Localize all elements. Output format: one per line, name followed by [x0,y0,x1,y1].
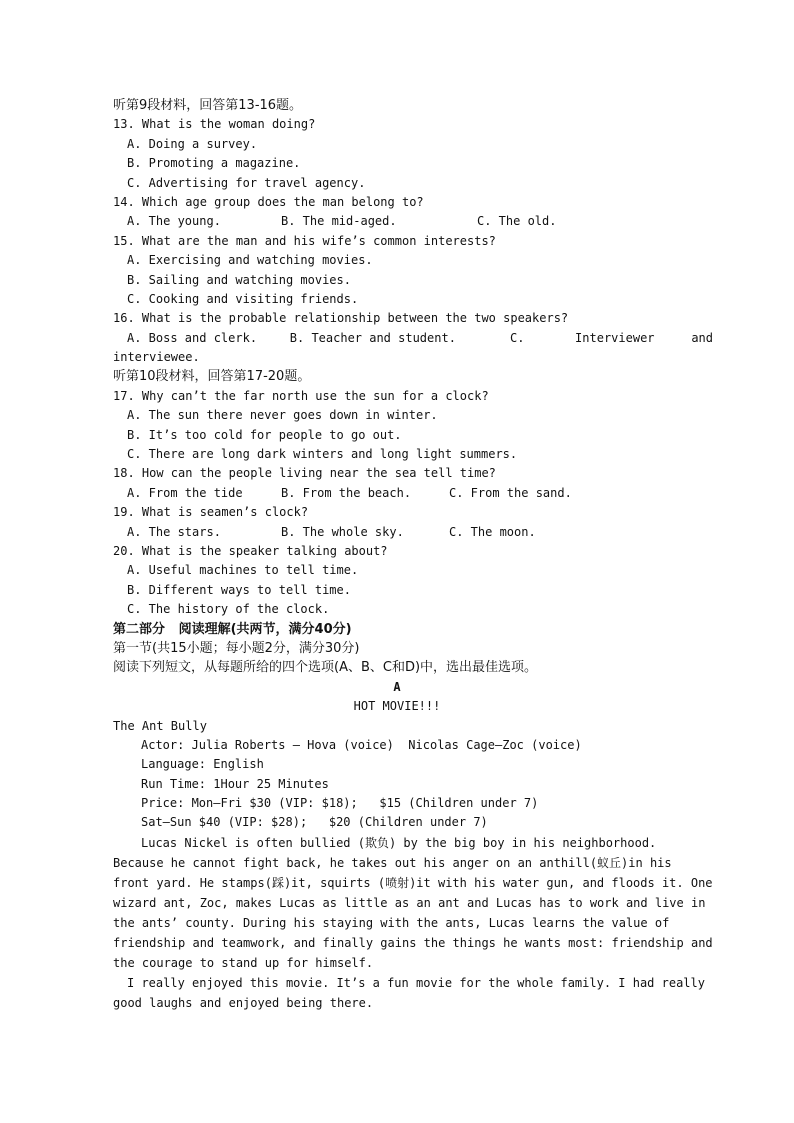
q16-option-b: B. Teacher and student. [289,330,456,345]
movie-actor: Actor: Julia Roberts — Hova (voice) Nicolas Cage—Zoc (voice) [141,737,582,752]
q16-option-c-and: and [691,330,713,345]
passage-title: HOT MOVIE!!! [353,699,441,714]
part2-title: 第二部分 阅读理解(共两节，满分40分) [113,621,352,637]
q20-option-c: C. The history of the clock. [127,602,330,617]
q19-option-a: A. The stars. [127,524,221,539]
section10-header: 听第10段材料，回答第17-20题。 [113,369,311,385]
q17-option-b: B. It’s too cold for people to go out. [127,427,402,442]
question-19: 19. What is seamen’s clock? [113,505,309,520]
q14-option-c: C. The old. [477,214,557,229]
part2-section1: 第一节(共15小题；每小题2分，满分30分) [113,640,360,656]
passage-letter: A [393,679,401,694]
q15-option-b: B. Sailing and watching movies. [127,272,351,287]
question-14: 14. Which age group does the man belong to? [113,194,424,209]
q13-option-c: C. Advertising for travel agency. [127,175,366,190]
part2-instruction: 阅读下列短文，从每题所给的四个选项(A、B、C和D)中，选出最佳选项。 [113,660,538,676]
q16-option-a: A. Boss and clerk. [127,330,258,345]
question-20: 20. What is the speaker talking about? [113,543,388,558]
q16-option-c-wrap: interviewee. [113,350,200,365]
q18-options [113,484,713,503]
question-18: 18. How can the people living near the sea tell time? [113,466,496,481]
exam-content [113,96,713,1013]
question-15: 15. What are the man and his wife’s common interests? [113,233,496,248]
q20-option-a: A. Useful machines to tell time. [127,563,359,578]
passage-paragraph-1: Lucas Nickel is often bullied (欺负) by the big boy in his neighborhood. Because he cannot fight back, he takes out his anger on an anthill(蚁丘)in his front yard. He stamps(踩)it, squirts (喷射)it with his water gun, and floods it. One wizard ant, Zoc, makes Lucas as little as an ant and Lucas has to work and live in the ants’ county. During his staying with the ants, Lucas learns the value of friendship and teamwork, and finally gains the things he wants most: friendship and the courage to stand up for himself. [113,835,713,970]
q19-options [113,523,713,542]
q19-option-b: B. The whole sky. [281,524,404,539]
q15-option-a: A. Exercising and watching movies. [127,253,373,268]
q14-options [113,212,713,231]
movie-name: The Ant Bully [113,718,207,733]
q18-option-a: A. From the tide [127,485,243,500]
q13-option-a: A. Doing a survey. [127,136,258,151]
q16-option-c-label: C. Interviewer [510,330,655,345]
q20-option-b: B. Different ways to tell time. [127,582,351,597]
q14-option-b: B. The mid-aged. [281,214,397,229]
question-17: 17. Why can’t the far north use the sun for a clock? [113,388,489,403]
movie-price-weekday: Price: Mon—Fri $30 (VIP: $18); $15 (Children under 7) [141,796,539,811]
question-13: 13. What is the woman doing? [113,117,316,132]
q15-option-c: C. Cooking and visiting friends. [127,291,359,306]
q14-option-a: A. The young. [127,214,221,229]
question-16: 16. What is the probable relationship between the two speakers? [113,311,569,326]
q19-option-c: C. The moon. [449,524,536,539]
movie-price-weekend: Sat—Sun $40 (VIP: $28); $20 (Children under 7) [141,815,488,830]
section9-header: 听第9段材料，回答第13-16题。 [113,98,303,113]
q16-options [113,329,713,348]
q18-option-c: C. From the sand. [449,485,572,500]
movie-run-time: Run Time: 1Hour 25 Minutes [141,776,329,791]
q18-option-b: B. From the beach. [281,485,412,500]
passage-paragraph-2: I really enjoyed this movie. It’s a fun movie for the whole family. I had really good laughs and enjoyed being there. [113,975,705,1010]
q17-option-a: A. The sun there never goes down in winter. [127,408,438,423]
movie-language: Language: English [141,757,264,772]
q13-option-b: B. Promoting a magazine. [127,156,301,171]
q17-option-c: C. There are long dark winters and long light summers. [127,447,518,462]
